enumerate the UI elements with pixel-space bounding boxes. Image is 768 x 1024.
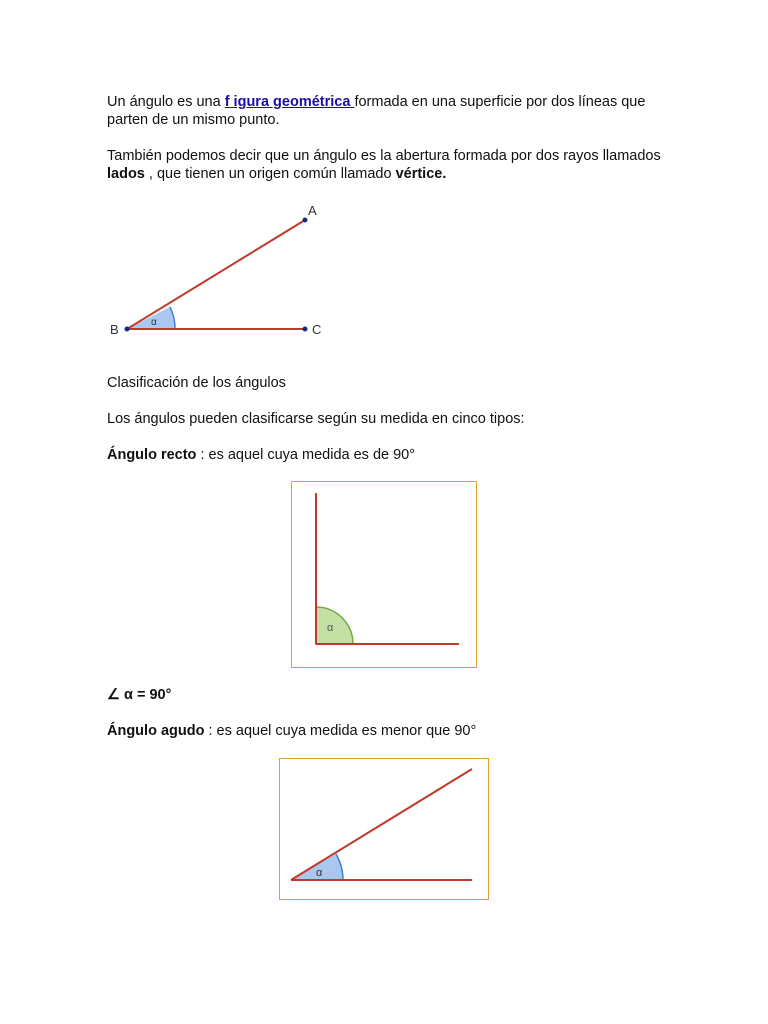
label-b: B [110, 322, 119, 337]
label-a: A [308, 203, 317, 218]
right-angle-definition: Ángulo recto : es aquel cuya medida es de 90° [107, 447, 416, 463]
ray-ba [127, 220, 305, 329]
classification-intro: Los ángulos pueden clasificarse según su medida en cinco tipos: [107, 411, 525, 427]
intro-paragraph-2: También podemos decir que un ángulo es la abertura formada por dos rayos llamados lados , que tienen un origen común llamado vértice. [107, 148, 661, 182]
angle-alpha-label: α [151, 317, 157, 328]
acute-angle-alpha-label: α [316, 867, 323, 879]
vertice-term: vértice. [395, 166, 447, 182]
acute-angle-term: Ángulo agudo [107, 723, 205, 739]
point-a [303, 218, 308, 223]
acute-angle-definition: Ángulo agudo : es aquel cuya medida es menor que 90° [107, 723, 477, 739]
right-angle-term: Ángulo recto [107, 447, 197, 463]
acute-angle-diagram [279, 758, 489, 900]
lados-term: lados [107, 166, 145, 182]
right-angle-alpha-label: α [327, 622, 334, 634]
right-angle-formula: ∠ α = 90° [107, 687, 172, 703]
figura-geometrica-link[interactable]: f igura geométrica [224, 94, 355, 110]
intro-paragraph-1: Un ángulo es una f igura geométrica formada en una superficie por dos líneas que parten de un mismo punto. [107, 94, 646, 128]
angle-abc-diagram [105, 195, 335, 345]
right-angle-diagram [291, 481, 477, 668]
point-c [303, 327, 308, 332]
label-c: C [312, 322, 322, 337]
point-b [125, 327, 130, 332]
classification-title: Clasificación de los ángulos [107, 375, 286, 391]
